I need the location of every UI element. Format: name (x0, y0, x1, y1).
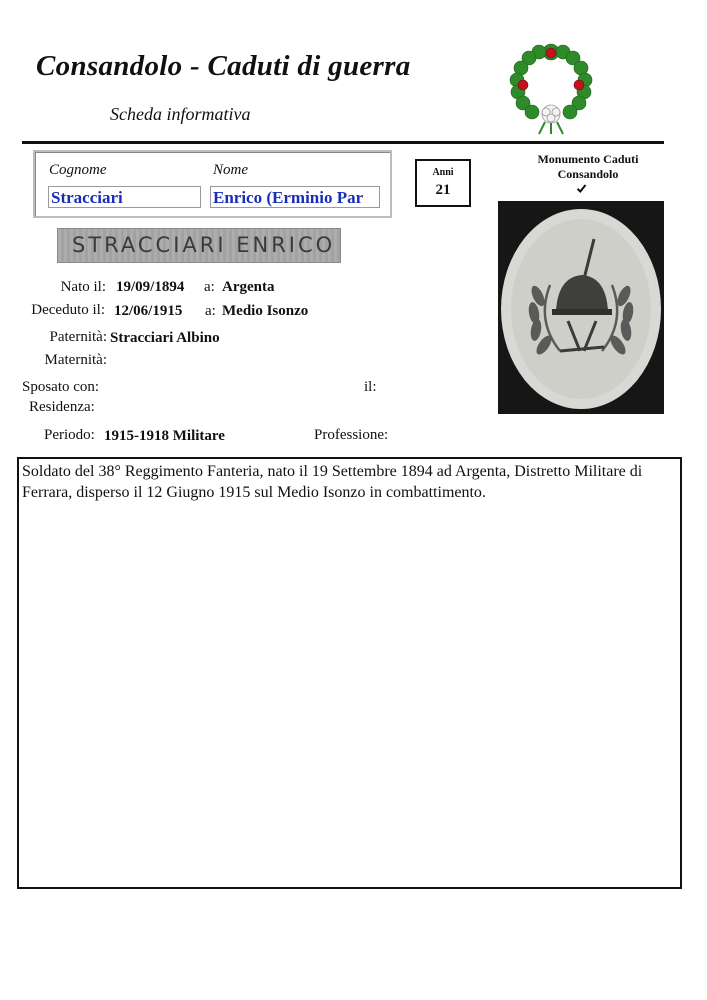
age-label: Anni (432, 167, 454, 178)
died-place: Medio Isonzo (222, 303, 309, 319)
spouse-label: Sposato con: (22, 379, 100, 395)
header-divider (22, 141, 664, 144)
first-name-label: Nome (213, 162, 248, 178)
died-label: Deceduto il: (31, 302, 105, 318)
helmet-medallion-icon (498, 201, 664, 414)
period-value: 1915-1918 Militare (104, 428, 225, 444)
born-label: Nato il: (60, 279, 106, 295)
residence-label: Residenza: (29, 399, 95, 415)
father-value: Stracciari Albino (110, 330, 220, 346)
monument-label: Monumento Caduti Consandolo (537, 152, 639, 181)
born-place-label: a: (204, 279, 215, 295)
born-date: 19/09/1894 (116, 279, 185, 295)
period-label: Periodo: (44, 427, 95, 443)
died-place-label: a: (205, 303, 216, 319)
notes-box (17, 457, 682, 889)
engraved-name-plaque (57, 228, 341, 263)
page-title: Consandolo - Caduti di guerra (36, 50, 411, 82)
notes-text: Soldato del 38° Reggimento Fanteria, nato il 19 Settembre 1894 ad Argenta, Distretto Militare di Ferrara, disperso il 12 Giugno 1915 sul Medio Isonzo in combattimento. (22, 463, 643, 501)
monument-checkbox[interactable] (576, 183, 587, 194)
surname-label: Cognome (49, 162, 107, 178)
monument-photo (498, 201, 664, 414)
name-box (33, 150, 392, 218)
age-value: 21 (435, 182, 451, 198)
plaque-text: STRACCIARI ENRICO (72, 233, 336, 257)
profession-label: Professione: (314, 427, 389, 443)
father-label: Paternità: (49, 329, 107, 345)
mother-label: Maternità: (44, 352, 107, 368)
surname-field: Stracciari (48, 186, 201, 208)
page-subtitle: Scheda informativa (110, 104, 251, 124)
spouse-date-label: il: (364, 379, 377, 395)
wreath-icon (505, 40, 597, 136)
age-box (415, 159, 471, 207)
died-date: 12/06/1915 (114, 303, 183, 319)
born-place: Argenta (222, 279, 275, 295)
first-name-field: Enrico (Erminio Par (210, 186, 380, 208)
